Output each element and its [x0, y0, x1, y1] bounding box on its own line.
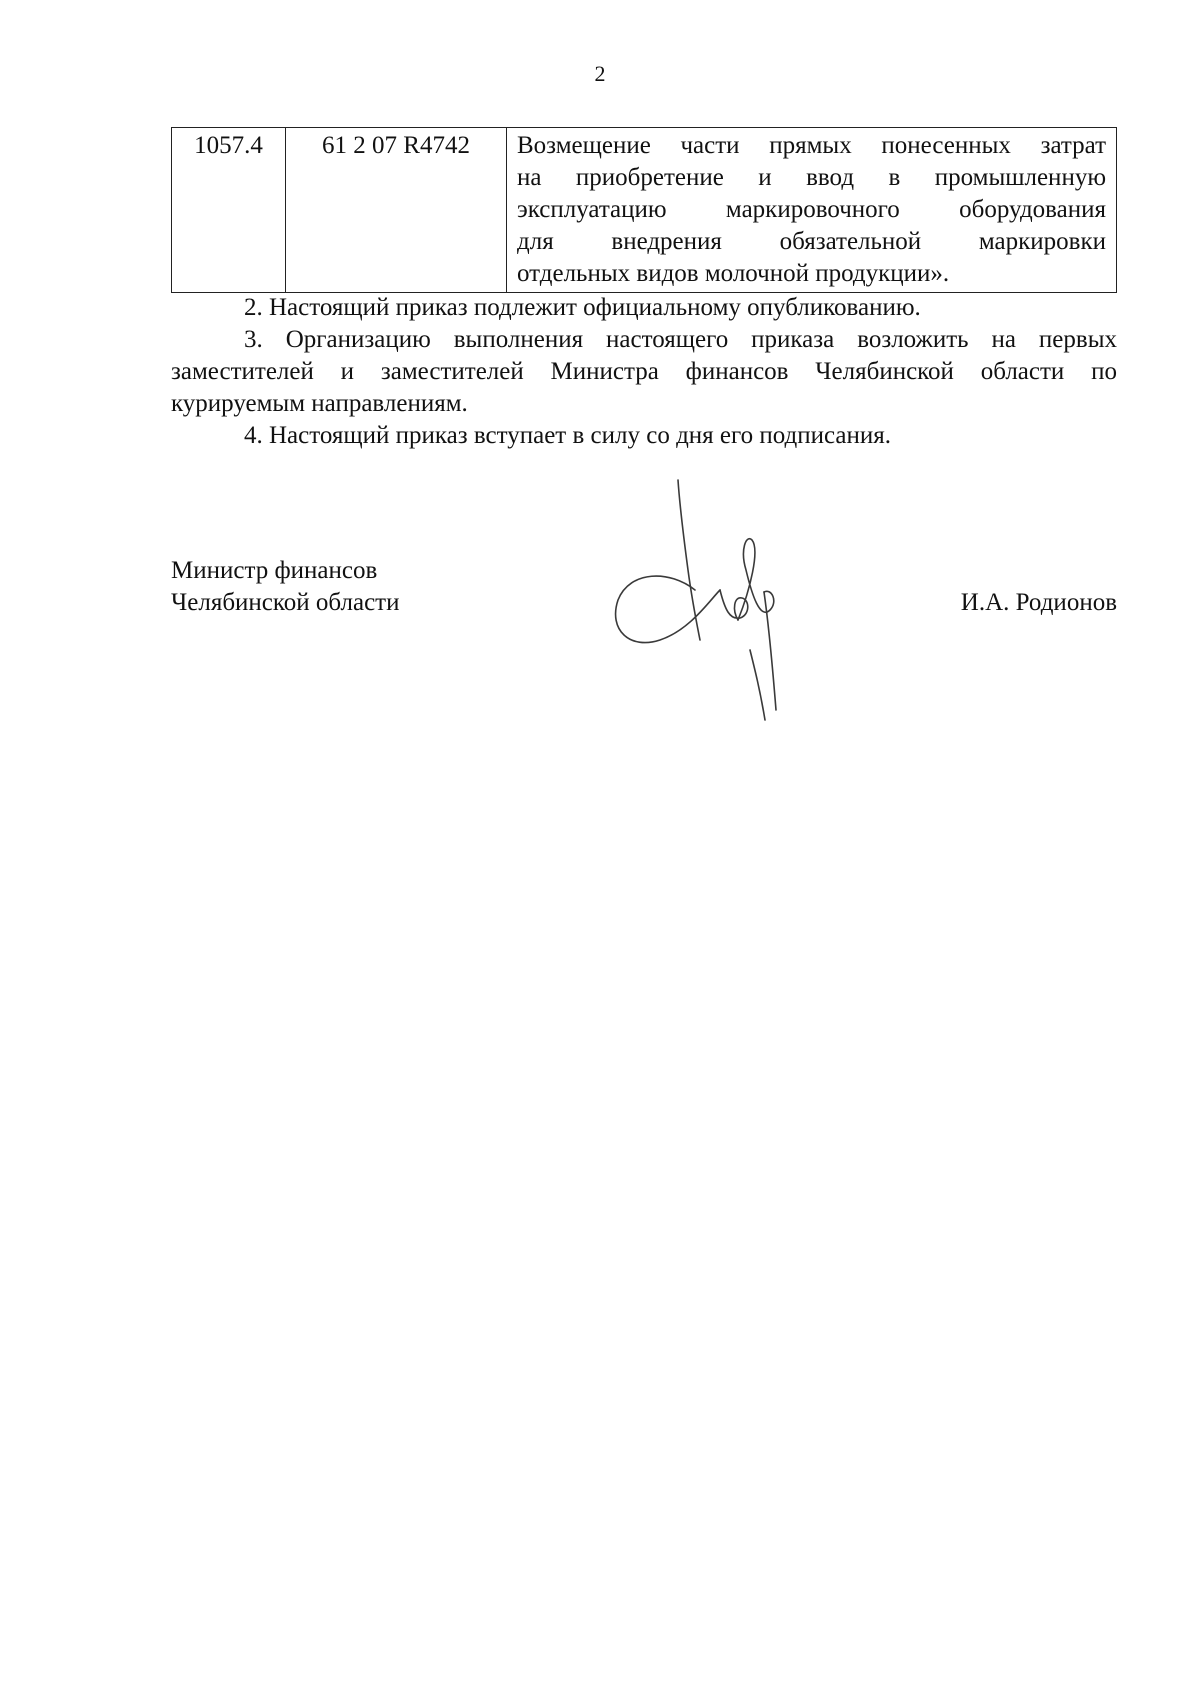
paragraph-2: [171, 292, 1117, 324]
page-number: 2: [594, 61, 606, 86]
description-line: эксплуатацию маркировочного оборудования: [517, 196, 1106, 223]
handwritten-signature: [600, 470, 820, 730]
paragraph-3-line: курируемым направлениям.: [171, 390, 468, 417]
paragraph-4-text: 4. Настоящий приказ вступает в силу со дня его подписания.: [244, 422, 892, 449]
paragraph-3: [171, 324, 1117, 420]
table-row: [172, 128, 1117, 293]
paragraph-3-line: заместителей и заместителей Министра финансов Челябинской области по: [171, 358, 1117, 385]
budget-classification-table: [171, 127, 1117, 293]
description-line: отдельных видов молочной продукции».: [517, 260, 950, 287]
table-cell-kbk: 61 2 07 R4742: [286, 128, 507, 293]
table-cell-code: 1057.4: [172, 128, 286, 293]
signatory-name: И.А. Родионов: [960, 589, 1117, 616]
description-line: Возмещение части прямых понесенных затрат: [517, 132, 1106, 159]
signatory-position: [171, 555, 399, 619]
signatory-position-line-1: Министр финансов: [171, 557, 378, 584]
paragraph-3-line-text: 3. Организацию выполнения настоящего приказа возложить на первых: [244, 326, 1117, 353]
table-cell-description: [507, 128, 1117, 293]
paragraph-3-line: [171, 324, 1117, 356]
description-line: для внедрения обязательной маркировки: [517, 228, 1106, 255]
paragraph-2-text: 2. Настоящий приказ подлежит официальному опубликованию.: [244, 294, 921, 321]
paragraph-4: [171, 420, 1117, 452]
description-line: на приобретение и ввод в промышленную: [517, 164, 1106, 191]
signatory-position-line-2: Челябинской области: [171, 589, 400, 616]
